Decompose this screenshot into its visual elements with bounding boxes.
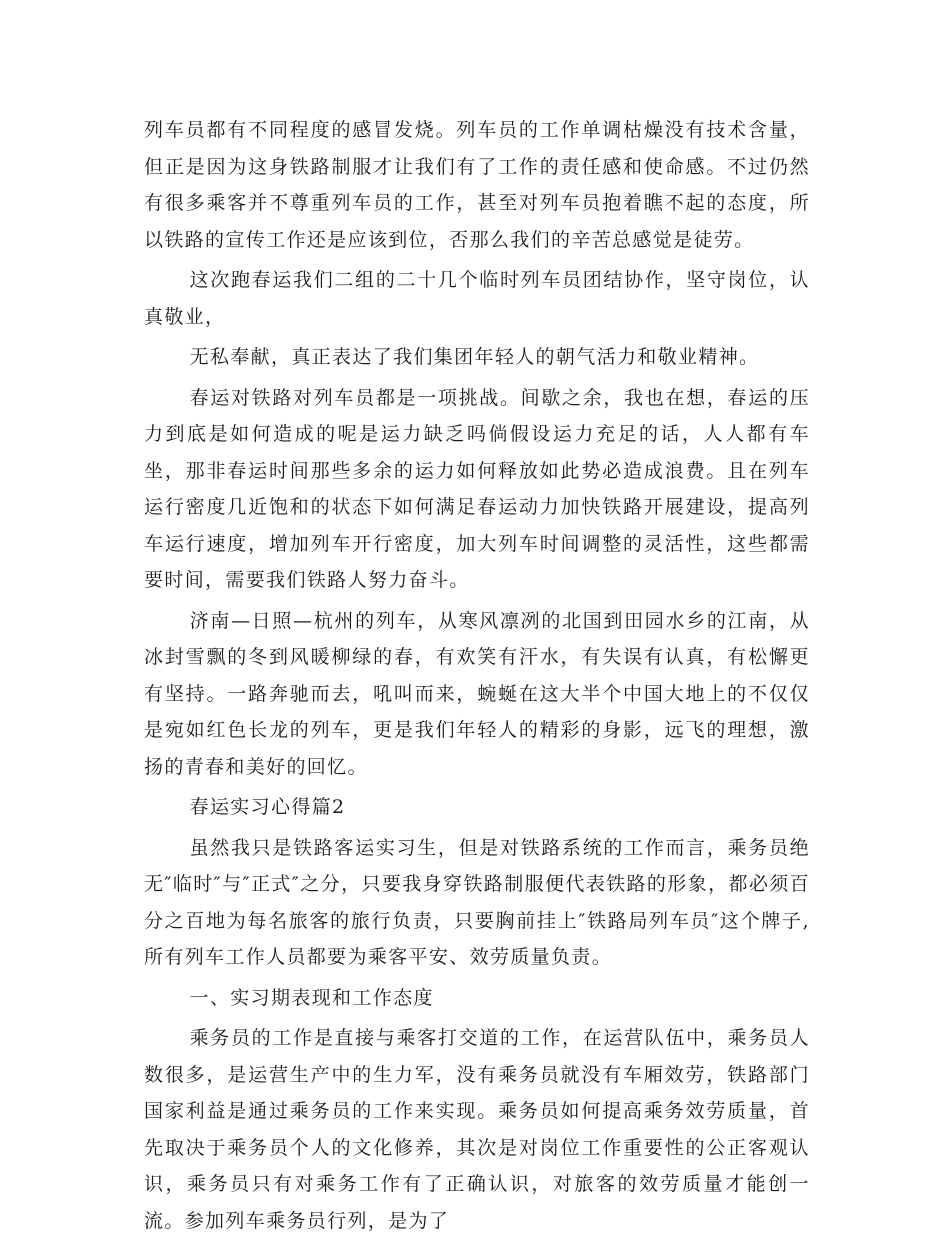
- paragraph-intern-responsibility: 虽然我只是铁路客运实习生，但是对铁路系统的工作而言，乘务员绝无″临时″与″正式″之分，只要我身穿铁路制服便代表铁路的形象，都必须百分之百地为每名旅客的旅行负责，只要胸前挂上″铁路局列车员″这个牌子,所有列车工作人员都要为乘客平安、效劳质量负责。: [144, 836, 810, 968]
- subheading-performance-attitude: 一、实习期表现和工作态度: [189, 986, 434, 1009]
- paragraph-jinan-route: 济南—日照—杭州的列车，从寒风凛冽的北国到田园水乡的江南，从冰封雪飘的冬到风暖柳绿的春，有欢笑有汗水，有失误有认真，有松懈更有坚持。一路奔驰而去，吼叫而来，蜿蜒在这大半个中国大地上的不仅仅是宛如红色长龙的列车，更是我们年轻人的精彩的身影，远飞的理想，激扬的青春和美好的回忆。: [144, 609, 810, 778]
- document-body: [144, 112, 810, 1239]
- paragraph-spring-rush-team: 这次跑春运我们二组的二十几个临时列车员团结协作，坚守岗位，认真敬业，: [144, 269, 810, 328]
- paragraph-dedication: 无私奉献，真正表达了我们集团年轻人的朝气活力和敬业精神。: [189, 346, 760, 368]
- section-heading-part2: 春运实习心得篇2: [189, 796, 346, 818]
- paragraph-railway-challenge: 春运对铁路对列车员都是一项挑战。间歇之余，我也在想，春运的压力到底是如何造成的呢是运力缺乏吗倘假设运力充足的话，人人都有车坐，那非春运时间那些多余的运力如何释放如此势必造成浪费。且在列车运行密度几近饱和的状态下如何满足春运动力加快铁路开展建设，提高列车运行速度，增加列车开行密度，加大列车时间调整的灵活性，这些都需要时间，需要我们铁路人努力奋斗。: [144, 386, 810, 591]
- paragraph-continuation: 列车员都有不同程度的感冒发烧。列车员的工作单调枯燥没有技术含量，但正是因为这身铁路制服才让我们有了工作的责任感和使命感。不过仍然有很多乘客并不尊重列车员的工作，甚至对列车员抱着瞧不起的态度，所以铁路的宣传工作还是应该到位，否那么我们的辛苦总感觉是徒劳。: [144, 119, 810, 251]
- paragraph-attendant-work: 乘务员的工作是直接与乘客打交道的工作，在运营队伍中，乘务员人数很多，是运营生产中的生力军，没有乘务员就没有车厢效劳，铁路部门国家利益是通过乘务员的工作来实现。乘务员如何提高乘务效劳质量，首先取决于乘务员个人的文化修养，其次是对岗位工作重要性的公正客观认识，乘务员只有对乘务工作有了正确认识，对旅客的效劳质量才能创一流。参加列车乘务员行列，是为了: [144, 1027, 810, 1232]
